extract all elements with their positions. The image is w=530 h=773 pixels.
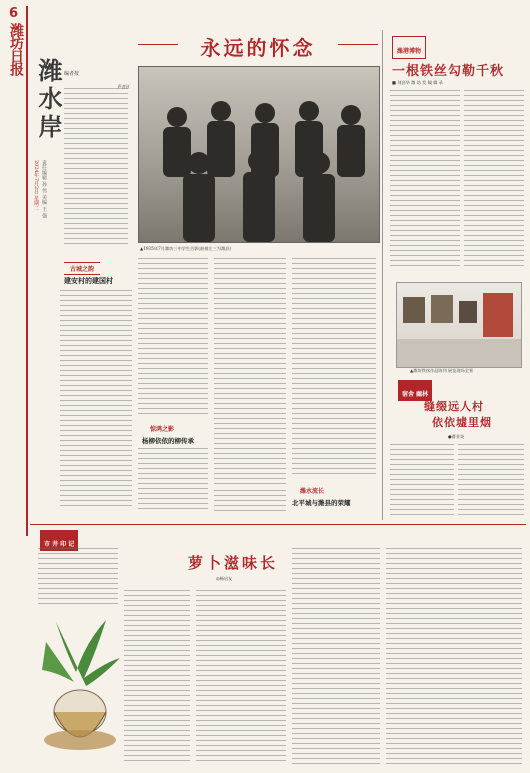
masthead-rule xyxy=(26,6,28,536)
banner-title: 永远的怀念 xyxy=(200,36,316,60)
radish-drawing xyxy=(36,612,122,762)
editor-note-by: 声音区 xyxy=(117,84,130,89)
right-body-2 xyxy=(464,90,524,270)
mid-right-author: ●曹业英 xyxy=(448,434,465,439)
editor-note-box xyxy=(64,72,132,254)
article-col-4 xyxy=(292,258,376,478)
article-col-2b xyxy=(138,448,208,510)
radish-illustration xyxy=(36,612,122,762)
column-editor: 责任编辑 孙 伟 美编 王 强 xyxy=(41,160,47,218)
section-1-body xyxy=(60,290,132,510)
mid-right-tag-label: 宿舍 幽林 xyxy=(402,391,429,398)
article-col-5 xyxy=(214,490,286,514)
mid-right-body-1 xyxy=(390,444,454,516)
article-col-2 xyxy=(138,258,208,418)
column-date: 2024年7月2日 星期二 xyxy=(33,160,39,211)
bottom-body-5 xyxy=(386,548,522,765)
mid-right-title-1: 缝缀远人村 xyxy=(424,400,484,413)
bottom-author: ◎杨启友 xyxy=(216,576,233,581)
bottom-body-2 xyxy=(124,590,190,765)
section-2-head: 惊鸿之影 xyxy=(150,426,175,433)
section-3-head: 潍水流长 xyxy=(300,488,325,495)
section-2-title: 杨柳依依的柳传承 xyxy=(142,437,194,445)
column-title: 潍水岸 xyxy=(34,58,63,142)
right-tag xyxy=(392,36,426,59)
editor-note-label: 编者按 xyxy=(64,71,80,77)
mid-right-body-2 xyxy=(458,444,524,516)
bottom-body-4 xyxy=(292,548,380,765)
right-title: 一根铁丝勾勒千秋 xyxy=(392,64,505,79)
people-silhouettes xyxy=(139,67,379,242)
bottom-title: 萝卜滋味长 xyxy=(188,554,279,572)
exhibit-photo xyxy=(396,282,522,368)
section-1-title: 建安村的建国村 xyxy=(64,276,113,285)
bottom-body-1 xyxy=(38,548,118,608)
bottom-body-3 xyxy=(196,590,286,765)
exhibit-caption: ▲潍坊铁丝作品陈列 展览现场全景 xyxy=(410,368,474,373)
banner xyxy=(138,30,378,60)
right-author: ■ 刘昌华 潍 坊 发 稿 辑 录 xyxy=(392,80,443,85)
mid-right-title-2: 依依墟里烟 xyxy=(432,416,492,429)
section-1-head: 古城之韵 xyxy=(64,262,100,275)
bottom-rule xyxy=(30,524,526,525)
group-photo-caption: ▲1935年7月潍坊三中学生合影(前排左三为潍县) xyxy=(140,246,231,251)
right-tag-label: 潍港博物 xyxy=(397,48,422,55)
col-separator xyxy=(382,30,383,520)
section-3-title: 北平城与潍县的荣耀 xyxy=(292,499,351,507)
masthead: 潍坊日报 xyxy=(8,23,24,75)
page-number: 6 xyxy=(9,6,19,21)
bottom-tag-label: 市 井 印 记 xyxy=(44,541,75,548)
exhibit-frames xyxy=(397,283,521,367)
article-col-3 xyxy=(214,258,286,488)
editor-note-text xyxy=(64,88,128,248)
right-body-1 xyxy=(390,90,460,270)
group-photo xyxy=(138,66,380,243)
